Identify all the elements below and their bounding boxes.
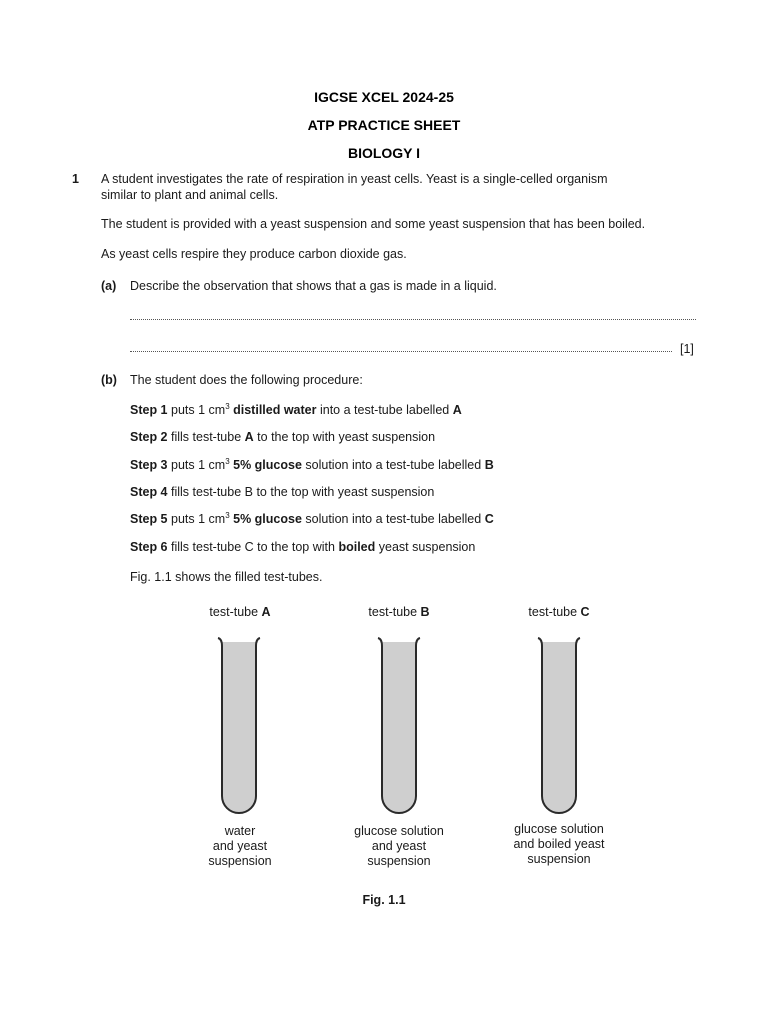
question-paragraph-3: As yeast cells respire they produce carbon dioxide gas. xyxy=(101,247,407,261)
tube-a-caption: water and yeast suspension xyxy=(208,824,272,868)
question-number: 1 xyxy=(72,172,79,186)
tube-b-label: test-tube B xyxy=(368,605,430,619)
step-1-label: Step 1 xyxy=(130,403,168,417)
test-tube-c xyxy=(534,636,584,816)
question-paragraph-2: The student is provided with a yeast suspension and some yeast suspension that has been boiled. xyxy=(101,217,646,231)
step-6: Step 6 fills test-tube C to the top with boiled yeast suspension xyxy=(130,540,476,554)
answer-line-2[interactable] xyxy=(130,351,672,352)
test-tube-a xyxy=(214,636,264,816)
question-intro-line2: similar to plant and animal cells. xyxy=(101,188,279,202)
tube-c-liquid xyxy=(542,642,576,813)
step-2-label: Step 2 xyxy=(130,430,168,444)
answer-line-1[interactable] xyxy=(130,319,696,320)
sheet-title-line1: IGCSE XCEL 2024-25 xyxy=(314,89,454,105)
step-5-label: Step 5 xyxy=(130,512,168,526)
part-b-label: (b) xyxy=(101,373,117,387)
sheet-title-line2: ATP PRACTICE SHEET xyxy=(307,117,461,133)
step-4: Step 4 fills test-tube B to the top with yeast suspension xyxy=(130,485,435,499)
part-b-text: The student does the following procedure: xyxy=(130,373,363,387)
part-a-text: Describe the observation that shows that a gas is made in a liquid. xyxy=(130,279,497,293)
step-2: Step 2 fills test-tube A to the top with yeast suspension xyxy=(130,430,436,444)
tube-b-caption: glucose solution and yeast suspension xyxy=(354,824,444,868)
figure-title: Fig. 1.1 xyxy=(362,893,406,907)
tube-a-label: test-tube A xyxy=(209,605,271,619)
tube-c-label: test-tube C xyxy=(528,605,590,619)
sheet-title-line3: BIOLOGY I xyxy=(347,145,421,161)
part-a-label: (a) xyxy=(101,279,117,293)
question-intro-line1: A student investigates the rate of respiration in yeast cells. Yeast is a single-celled organism xyxy=(101,172,608,186)
step-6-label: Step 6 xyxy=(130,540,168,554)
tube-b-liquid xyxy=(382,642,416,813)
step-3: Step 3 puts 1 $cm^3$ 5% glucose solution into a test-tube labelled B xyxy=(130,456,494,472)
part-a-marks: [1] xyxy=(680,342,694,356)
tube-c-caption: glucose solution and boiled yeast suspension xyxy=(513,822,605,866)
test-tube-b xyxy=(374,636,424,816)
step-3-label: Step 3 xyxy=(130,458,168,472)
figure-intro: Fig. 1.1 shows the filled test-tubes. xyxy=(130,570,323,584)
step-5: Step 5 puts 1 $cm^3$ 5% glucose solution into a test-tube labelled C xyxy=(130,510,494,526)
tube-a-liquid xyxy=(222,642,256,813)
step-4-label: Step 4 xyxy=(130,485,168,499)
step-1: Step 1 puts 1 $cm^3$ distilled water into a test-tube labelled A xyxy=(130,401,462,417)
